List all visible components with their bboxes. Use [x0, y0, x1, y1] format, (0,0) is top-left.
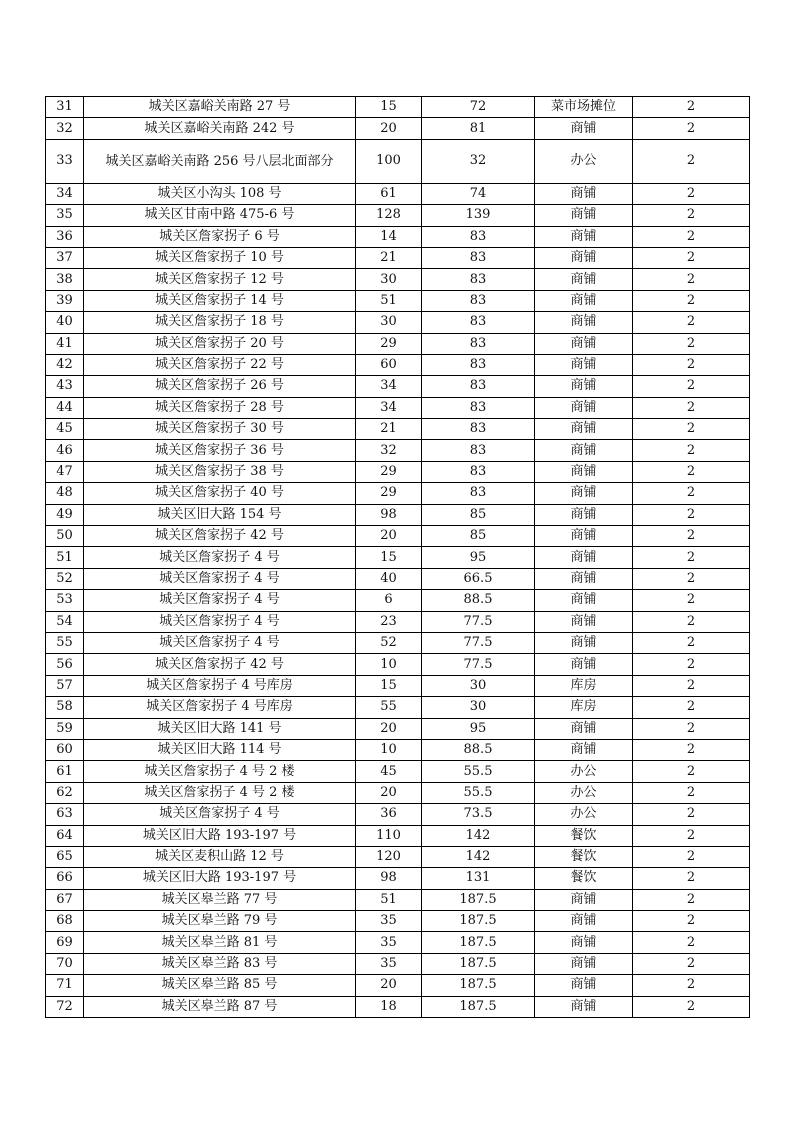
table-row	[46, 97, 750, 118]
rent-price-cell: 88.5	[422, 739, 535, 760]
address-cell: 城关区皋兰路 85 号	[84, 975, 356, 996]
usage-cell: 办公	[535, 139, 633, 183]
area-cell: 34	[356, 376, 422, 397]
rent-price-cell: 30	[422, 675, 535, 696]
row-number-cell: 45	[46, 419, 84, 440]
table-row	[46, 675, 750, 696]
table-row	[46, 397, 750, 418]
usage-cell: 商铺	[535, 889, 633, 910]
row-number-cell: 66	[46, 868, 84, 889]
rent-price-cell: 83	[422, 397, 535, 418]
row-number-cell: 57	[46, 675, 84, 696]
address-cell: 城关区旧大路 154 号	[84, 504, 356, 525]
row-number-cell: 53	[46, 590, 84, 611]
table-row	[46, 526, 750, 547]
area-cell: 6	[356, 590, 422, 611]
address-cell: 城关区詹家拐子 10 号	[84, 247, 356, 268]
term-cell: 2	[633, 782, 750, 803]
rent-price-cell: 142	[422, 825, 535, 846]
address-cell: 城关区嘉峪关南路 256 号八层北面部分	[84, 139, 356, 183]
rent-price-cell: 88.5	[422, 590, 535, 611]
usage-cell: 商铺	[535, 483, 633, 504]
term-cell: 2	[633, 889, 750, 910]
term-cell: 2	[633, 504, 750, 525]
table-row	[46, 718, 750, 739]
address-cell: 城关区小沟头 108 号	[84, 183, 356, 204]
term-cell: 2	[633, 547, 750, 568]
rent-price-cell: 187.5	[422, 932, 535, 953]
area-cell: 30	[356, 312, 422, 333]
term-cell: 2	[633, 483, 750, 504]
area-cell: 51	[356, 290, 422, 311]
usage-cell: 商铺	[535, 419, 633, 440]
term-cell: 2	[633, 718, 750, 739]
row-number-cell: 37	[46, 247, 84, 268]
row-number-cell: 39	[46, 290, 84, 311]
row-number-cell: 60	[46, 739, 84, 760]
rent-price-cell: 83	[422, 333, 535, 354]
usage-cell: 商铺	[535, 654, 633, 675]
usage-cell: 商铺	[535, 118, 633, 139]
row-number-cell: 69	[46, 932, 84, 953]
area-cell: 35	[356, 911, 422, 932]
address-cell: 城关区詹家拐子 6 号	[84, 226, 356, 247]
address-cell: 城关区皋兰路 83 号	[84, 953, 356, 974]
term-cell: 2	[633, 226, 750, 247]
rent-price-cell: 187.5	[422, 953, 535, 974]
rent-price-cell: 95	[422, 547, 535, 568]
term-cell: 2	[633, 654, 750, 675]
area-cell: 45	[356, 761, 422, 782]
table-row	[46, 804, 750, 825]
usage-cell: 办公	[535, 804, 633, 825]
table-row	[46, 312, 750, 333]
usage-cell: 办公	[535, 761, 633, 782]
rent-price-cell: 77.5	[422, 611, 535, 632]
term-cell: 2	[633, 868, 750, 889]
area-cell: 18	[356, 996, 422, 1017]
usage-cell: 商铺	[535, 611, 633, 632]
area-cell: 20	[356, 718, 422, 739]
address-cell: 城关区詹家拐子 18 号	[84, 312, 356, 333]
address-cell: 城关区甘南中路 475-6 号	[84, 205, 356, 226]
table-row	[46, 269, 750, 290]
usage-cell: 商铺	[535, 996, 633, 1017]
usage-cell: 商铺	[535, 590, 633, 611]
area-cell: 51	[356, 889, 422, 910]
table-row	[46, 825, 750, 846]
address-cell: 城关区皋兰路 77 号	[84, 889, 356, 910]
row-number-cell: 72	[46, 996, 84, 1017]
row-number-cell: 36	[46, 226, 84, 247]
term-cell: 2	[633, 397, 750, 418]
row-number-cell: 50	[46, 526, 84, 547]
rent-price-cell: 83	[422, 483, 535, 504]
table-row	[46, 761, 750, 782]
rent-price-cell: 66.5	[422, 568, 535, 589]
table-row	[46, 461, 750, 482]
address-cell: 城关区詹家拐子 4 号库房	[84, 697, 356, 718]
usage-cell: 菜市场摊位	[535, 97, 633, 118]
table-row	[46, 483, 750, 504]
area-cell: 15	[356, 675, 422, 696]
usage-cell: 办公	[535, 782, 633, 803]
address-cell: 城关区皋兰路 79 号	[84, 911, 356, 932]
usage-cell: 商铺	[535, 461, 633, 482]
table-row	[46, 611, 750, 632]
usage-cell: 商铺	[535, 376, 633, 397]
term-cell: 2	[633, 568, 750, 589]
address-cell: 城关区旧大路 114 号	[84, 739, 356, 760]
term-cell: 2	[633, 611, 750, 632]
term-cell: 2	[633, 825, 750, 846]
usage-cell: 商铺	[535, 975, 633, 996]
rent-price-cell: 32	[422, 139, 535, 183]
term-cell: 2	[633, 183, 750, 204]
row-number-cell: 47	[46, 461, 84, 482]
rent-price-cell: 55.5	[422, 782, 535, 803]
rent-price-cell: 55.5	[422, 761, 535, 782]
area-cell: 20	[356, 118, 422, 139]
address-cell: 城关区詹家拐子 28 号	[84, 397, 356, 418]
rent-price-cell: 187.5	[422, 911, 535, 932]
table-row	[46, 118, 750, 139]
term-cell: 2	[633, 139, 750, 183]
rent-price-cell: 30	[422, 697, 535, 718]
rent-price-cell: 95	[422, 718, 535, 739]
address-cell: 城关区詹家拐子 38 号	[84, 461, 356, 482]
area-cell: 98	[356, 868, 422, 889]
row-number-cell: 31	[46, 97, 84, 118]
address-cell: 城关区皋兰路 87 号	[84, 996, 356, 1017]
area-cell: 10	[356, 654, 422, 675]
area-cell: 120	[356, 846, 422, 867]
usage-cell: 商铺	[535, 269, 633, 290]
rent-price-cell: 83	[422, 376, 535, 397]
table-row	[46, 782, 750, 803]
table-row	[46, 139, 750, 183]
row-number-cell: 70	[46, 953, 84, 974]
area-cell: 21	[356, 247, 422, 268]
usage-cell: 商铺	[535, 333, 633, 354]
term-cell: 2	[633, 333, 750, 354]
row-number-cell: 49	[46, 504, 84, 525]
rent-price-cell: 83	[422, 312, 535, 333]
area-cell: 40	[356, 568, 422, 589]
address-cell: 城关区詹家拐子 4 号	[84, 547, 356, 568]
address-cell: 城关区詹家拐子 26 号	[84, 376, 356, 397]
row-number-cell: 32	[46, 118, 84, 139]
rent-price-cell: 85	[422, 504, 535, 525]
row-number-cell: 67	[46, 889, 84, 910]
area-cell: 29	[356, 333, 422, 354]
row-number-cell: 61	[46, 761, 84, 782]
address-cell: 城关区詹家拐子 22 号	[84, 354, 356, 375]
document-page	[45, 96, 749, 1018]
term-cell: 2	[633, 953, 750, 974]
area-cell: 21	[356, 419, 422, 440]
usage-cell: 商铺	[535, 504, 633, 525]
table-row	[46, 333, 750, 354]
usage-cell: 餐饮	[535, 868, 633, 889]
row-number-cell: 33	[46, 139, 84, 183]
usage-cell: 商铺	[535, 354, 633, 375]
usage-cell: 商铺	[535, 632, 633, 653]
row-number-cell: 59	[46, 718, 84, 739]
table-row	[46, 419, 750, 440]
area-cell: 36	[356, 804, 422, 825]
area-cell: 15	[356, 97, 422, 118]
area-cell: 10	[356, 739, 422, 760]
table-row	[46, 247, 750, 268]
usage-cell: 商铺	[535, 718, 633, 739]
table-row	[46, 932, 750, 953]
usage-cell: 商铺	[535, 397, 633, 418]
rent-price-cell: 142	[422, 846, 535, 867]
rent-price-cell: 187.5	[422, 996, 535, 1017]
row-number-cell: 51	[46, 547, 84, 568]
address-cell: 城关区皋兰路 81 号	[84, 932, 356, 953]
rent-price-cell: 83	[422, 247, 535, 268]
usage-cell: 商铺	[535, 312, 633, 333]
term-cell: 2	[633, 419, 750, 440]
address-cell: 城关区詹家拐子 4 号库房	[84, 675, 356, 696]
row-number-cell: 38	[46, 269, 84, 290]
area-cell: 32	[356, 440, 422, 461]
rent-price-cell: 83	[422, 226, 535, 247]
usage-cell: 商铺	[535, 568, 633, 589]
address-cell: 城关区詹家拐子 14 号	[84, 290, 356, 311]
table-row	[46, 547, 750, 568]
term-cell: 2	[633, 290, 750, 311]
row-number-cell: 52	[46, 568, 84, 589]
term-cell: 2	[633, 697, 750, 718]
table-row	[46, 354, 750, 375]
term-cell: 2	[633, 739, 750, 760]
address-cell: 城关区旧大路 193-197 号	[84, 825, 356, 846]
usage-cell: 商铺	[535, 911, 633, 932]
usage-cell: 商铺	[535, 440, 633, 461]
rent-price-cell: 83	[422, 269, 535, 290]
address-cell: 城关区詹家拐子 4 号	[84, 590, 356, 611]
rent-price-cell: 83	[422, 461, 535, 482]
area-cell: 20	[356, 782, 422, 803]
address-cell: 城关区詹家拐子 40 号	[84, 483, 356, 504]
row-number-cell: 35	[46, 205, 84, 226]
table-row	[46, 911, 750, 932]
table-body	[46, 97, 750, 1018]
table-row	[46, 183, 750, 204]
address-cell: 城关区詹家拐子 4 号 2 楼	[84, 782, 356, 803]
address-cell: 城关区旧大路 193-197 号	[84, 868, 356, 889]
table-row	[46, 654, 750, 675]
row-number-cell: 68	[46, 911, 84, 932]
rent-price-cell: 83	[422, 290, 535, 311]
area-cell: 60	[356, 354, 422, 375]
area-cell: 35	[356, 932, 422, 953]
rent-price-cell: 74	[422, 183, 535, 204]
rent-price-cell: 77.5	[422, 654, 535, 675]
table-row	[46, 205, 750, 226]
term-cell: 2	[633, 975, 750, 996]
rent-price-cell: 83	[422, 354, 535, 375]
term-cell: 2	[633, 675, 750, 696]
address-cell: 城关区詹家拐子 42 号	[84, 526, 356, 547]
table-row	[46, 226, 750, 247]
row-number-cell: 44	[46, 397, 84, 418]
table-row	[46, 440, 750, 461]
table-row	[46, 376, 750, 397]
rent-price-cell: 81	[422, 118, 535, 139]
usage-cell: 餐饮	[535, 825, 633, 846]
address-cell: 城关区詹家拐子 4 号	[84, 568, 356, 589]
table-row	[46, 590, 750, 611]
row-number-cell: 65	[46, 846, 84, 867]
table-row	[46, 868, 750, 889]
row-number-cell: 56	[46, 654, 84, 675]
area-cell: 14	[356, 226, 422, 247]
area-cell: 30	[356, 269, 422, 290]
area-cell: 55	[356, 697, 422, 718]
address-cell: 城关区詹家拐子 4 号	[84, 804, 356, 825]
rent-price-cell: 85	[422, 526, 535, 547]
term-cell: 2	[633, 846, 750, 867]
address-cell: 城关区旧大路 141 号	[84, 718, 356, 739]
table-row	[46, 953, 750, 974]
address-cell: 城关区詹家拐子 42 号	[84, 654, 356, 675]
term-cell: 2	[633, 632, 750, 653]
area-cell: 29	[356, 483, 422, 504]
term-cell: 2	[633, 996, 750, 1017]
row-number-cell: 48	[46, 483, 84, 504]
row-number-cell: 63	[46, 804, 84, 825]
rent-price-cell: 187.5	[422, 889, 535, 910]
term-cell: 2	[633, 205, 750, 226]
row-number-cell: 41	[46, 333, 84, 354]
usage-cell: 库房	[535, 675, 633, 696]
row-number-cell: 46	[46, 440, 84, 461]
rent-price-cell: 131	[422, 868, 535, 889]
term-cell: 2	[633, 932, 750, 953]
area-cell: 110	[356, 825, 422, 846]
row-number-cell: 58	[46, 697, 84, 718]
rent-price-cell: 139	[422, 205, 535, 226]
term-cell: 2	[633, 312, 750, 333]
address-cell: 城关区嘉峪关南路 242 号	[84, 118, 356, 139]
term-cell: 2	[633, 354, 750, 375]
usage-cell: 商铺	[535, 247, 633, 268]
term-cell: 2	[633, 526, 750, 547]
address-cell: 城关区詹家拐子 20 号	[84, 333, 356, 354]
address-cell: 城关区詹家拐子 4 号	[84, 632, 356, 653]
usage-cell: 商铺	[535, 739, 633, 760]
table-row	[46, 568, 750, 589]
rent-price-cell: 73.5	[422, 804, 535, 825]
usage-cell: 商铺	[535, 290, 633, 311]
address-cell: 城关区麦积山路 12 号	[84, 846, 356, 867]
table-row	[46, 739, 750, 760]
term-cell: 2	[633, 761, 750, 782]
term-cell: 2	[633, 97, 750, 118]
table-row	[46, 632, 750, 653]
usage-cell: 商铺	[535, 183, 633, 204]
term-cell: 2	[633, 461, 750, 482]
rent-price-cell: 83	[422, 440, 535, 461]
area-cell: 34	[356, 397, 422, 418]
area-cell: 20	[356, 975, 422, 996]
area-cell: 35	[356, 953, 422, 974]
row-number-cell: 55	[46, 632, 84, 653]
usage-cell: 商铺	[535, 226, 633, 247]
area-cell: 52	[356, 632, 422, 653]
usage-cell: 商铺	[535, 526, 633, 547]
table-row	[46, 846, 750, 867]
usage-cell: 商铺	[535, 932, 633, 953]
address-cell: 城关区嘉峪关南路 27 号	[84, 97, 356, 118]
row-number-cell: 40	[46, 312, 84, 333]
area-cell: 15	[356, 547, 422, 568]
row-number-cell: 34	[46, 183, 84, 204]
row-number-cell: 43	[46, 376, 84, 397]
rent-price-cell: 187.5	[422, 975, 535, 996]
table-row	[46, 996, 750, 1017]
term-cell: 2	[633, 804, 750, 825]
area-cell: 20	[356, 526, 422, 547]
term-cell: 2	[633, 911, 750, 932]
usage-cell: 商铺	[535, 205, 633, 226]
table-row	[46, 975, 750, 996]
table-row	[46, 290, 750, 311]
usage-cell: 库房	[535, 697, 633, 718]
table-row	[46, 504, 750, 525]
usage-cell: 餐饮	[535, 846, 633, 867]
area-cell: 23	[356, 611, 422, 632]
address-cell: 城关区詹家拐子 36 号	[84, 440, 356, 461]
address-cell: 城关区詹家拐子 30 号	[84, 419, 356, 440]
row-number-cell: 42	[46, 354, 84, 375]
area-cell: 29	[356, 461, 422, 482]
area-cell: 128	[356, 205, 422, 226]
term-cell: 2	[633, 118, 750, 139]
area-cell: 100	[356, 139, 422, 183]
row-number-cell: 64	[46, 825, 84, 846]
table-row	[46, 697, 750, 718]
area-cell: 61	[356, 183, 422, 204]
row-number-cell: 54	[46, 611, 84, 632]
rent-price-cell: 72	[422, 97, 535, 118]
rent-price-cell: 77.5	[422, 632, 535, 653]
area-cell: 98	[356, 504, 422, 525]
address-cell: 城关区詹家拐子 12 号	[84, 269, 356, 290]
usage-cell: 商铺	[535, 547, 633, 568]
term-cell: 2	[633, 440, 750, 461]
rent-price-cell: 83	[422, 419, 535, 440]
table-row	[46, 889, 750, 910]
row-number-cell: 62	[46, 782, 84, 803]
property-table	[45, 96, 750, 1018]
address-cell: 城关区詹家拐子 4 号	[84, 611, 356, 632]
term-cell: 2	[633, 247, 750, 268]
term-cell: 2	[633, 376, 750, 397]
term-cell: 2	[633, 590, 750, 611]
address-cell: 城关区詹家拐子 4 号 2 楼	[84, 761, 356, 782]
usage-cell: 商铺	[535, 953, 633, 974]
term-cell: 2	[633, 269, 750, 290]
row-number-cell: 71	[46, 975, 84, 996]
